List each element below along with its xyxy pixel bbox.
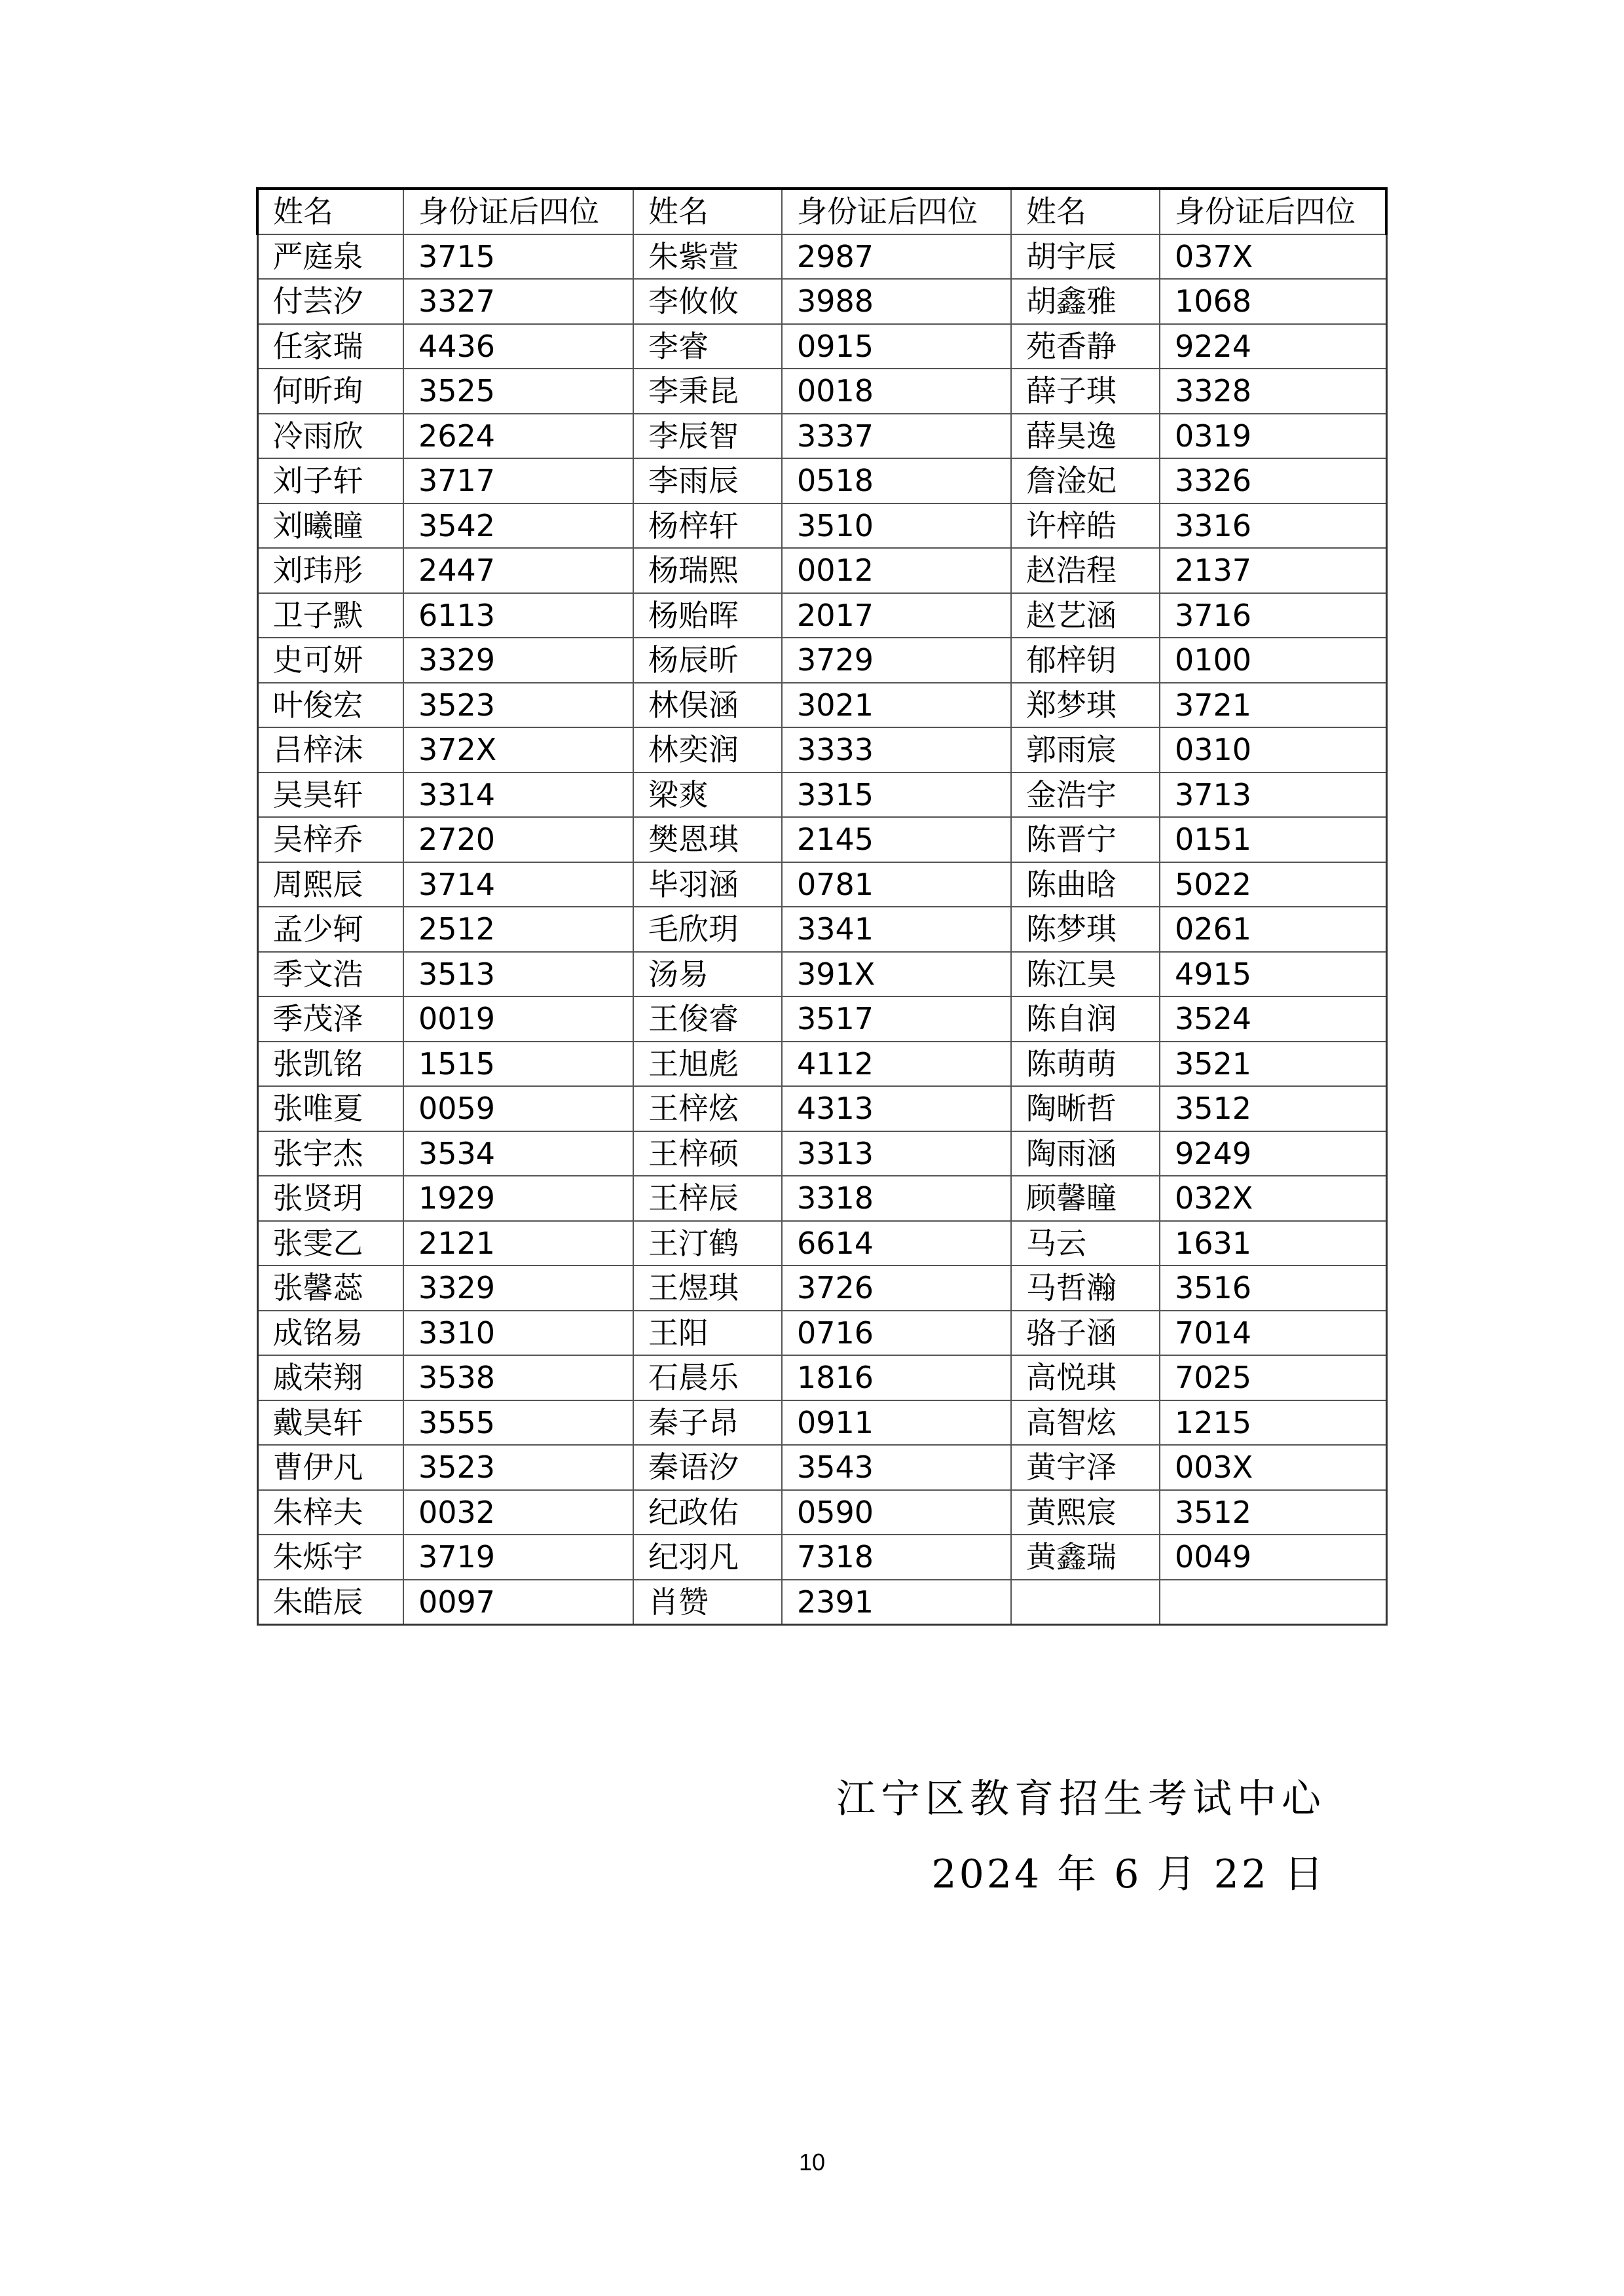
- name-cell: 陈晋宁: [1011, 817, 1160, 862]
- name-cell: 严庭泉: [257, 234, 403, 280]
- table-row: [257, 1535, 1386, 1580]
- id-cell: 0151: [1160, 817, 1386, 862]
- name-cell: 王汀鹤: [633, 1221, 782, 1266]
- id-cell: 3721: [1160, 683, 1386, 728]
- table-row: [257, 996, 1386, 1042]
- name-cell: 梁爽: [633, 773, 782, 818]
- name-cell: 黄熙宸: [1011, 1490, 1160, 1535]
- name-cell: 肖赞: [633, 1580, 782, 1625]
- name-cell: 刘子轩: [257, 458, 403, 503]
- name-cell: 黄鑫瑞: [1011, 1535, 1160, 1580]
- id-cell: 3329: [403, 638, 633, 683]
- header-name-1: 姓名: [257, 189, 403, 234]
- header-id-3: 身份证后四位: [1160, 189, 1386, 234]
- id-cell: 3555: [403, 1400, 633, 1446]
- table-row: [257, 1086, 1386, 1131]
- id-cell: 6113: [403, 593, 633, 638]
- table-row: [257, 727, 1386, 773]
- id-cell: 2391: [782, 1580, 1011, 1625]
- table-row: [257, 952, 1386, 997]
- name-cell: 季茂泽: [257, 996, 403, 1042]
- name-cell: 朱皓辰: [257, 1580, 403, 1625]
- name-cell: 林俣涵: [633, 683, 782, 728]
- id-cell: 3516: [1160, 1266, 1386, 1311]
- id-cell: 0261: [1160, 907, 1386, 952]
- id-cell: 3513: [403, 952, 633, 997]
- name-cell: 高智炫: [1011, 1400, 1160, 1446]
- table-row: [257, 1311, 1386, 1356]
- name-cell: 王阳: [633, 1311, 782, 1356]
- name-cell: 王梓辰: [633, 1176, 782, 1221]
- name-cell: 张雯乙: [257, 1221, 403, 1266]
- id-cell: [1160, 1580, 1386, 1625]
- id-cell: 3512: [1160, 1490, 1386, 1535]
- name-cell: 陈梦琪: [1011, 907, 1160, 952]
- id-cell: 4313: [782, 1086, 1011, 1131]
- name-cell: 陈萌萌: [1011, 1042, 1160, 1087]
- name-cell: 张宇杰: [257, 1131, 403, 1176]
- id-cell: 2624: [403, 414, 633, 459]
- name-cell: 王煜琪: [633, 1266, 782, 1311]
- table-row: [257, 369, 1386, 414]
- header-id-1: 身份证后四位: [403, 189, 633, 234]
- id-cell: 3719: [403, 1535, 633, 1580]
- name-cell: 张凯铭: [257, 1042, 403, 1087]
- name-cell: 季文浩: [257, 952, 403, 997]
- name-cell: 汤易: [633, 952, 782, 997]
- table-row: [257, 1490, 1386, 1535]
- name-cell: 胡鑫雅: [1011, 279, 1160, 324]
- name-cell: 杨贻晖: [633, 593, 782, 638]
- issue-date: 2024 年 6 月 22 日: [931, 1851, 1326, 1897]
- name-cell: 黄宇泽: [1011, 1445, 1160, 1490]
- id-cell: 3713: [1160, 773, 1386, 818]
- name-cell: 樊恩琪: [633, 817, 782, 862]
- id-cell: 0781: [782, 862, 1011, 907]
- table-row: [257, 1176, 1386, 1221]
- id-cell: 0100: [1160, 638, 1386, 683]
- id-cell: 3988: [782, 279, 1011, 324]
- name-cell: 薛子琪: [1011, 369, 1160, 414]
- name-cell: 陈自润: [1011, 996, 1160, 1042]
- name-cell: 李雨辰: [633, 458, 782, 503]
- id-cell: 3543: [782, 1445, 1011, 1490]
- id-cell: 3327: [403, 279, 633, 324]
- name-cell: 林奕润: [633, 727, 782, 773]
- name-cell: 孟少轲: [257, 907, 403, 952]
- name-cell: 李秉昆: [633, 369, 782, 414]
- name-cell: 金浩宇: [1011, 773, 1160, 818]
- name-cell: 刘曦瞳: [257, 503, 403, 549]
- name-cell: 郁梓钥: [1011, 638, 1160, 683]
- name-cell: 任家瑞: [257, 324, 403, 369]
- id-cell: 1515: [403, 1042, 633, 1087]
- id-cell: 3717: [403, 458, 633, 503]
- name-cell: 詹淦妃: [1011, 458, 1160, 503]
- name-cell: 赵艺涵: [1011, 593, 1160, 638]
- id-cell: 3716: [1160, 593, 1386, 638]
- table-row: [257, 1355, 1386, 1400]
- id-cell: 3314: [403, 773, 633, 818]
- name-cell: 史可妍: [257, 638, 403, 683]
- table-row: [257, 1400, 1386, 1446]
- name-cell: 李睿: [633, 324, 782, 369]
- name-cell: 吴梓乔: [257, 817, 403, 862]
- id-cell: 391X: [782, 952, 1011, 997]
- header-name-3: 姓名: [1011, 189, 1160, 234]
- table-row: [257, 638, 1386, 683]
- name-cell: 李辰智: [633, 414, 782, 459]
- table-row: [257, 548, 1386, 593]
- table-row: [257, 414, 1386, 459]
- id-cell: 1929: [403, 1176, 633, 1221]
- header-id-2: 身份证后四位: [782, 189, 1011, 234]
- id-cell: 3521: [1160, 1042, 1386, 1087]
- name-cell: 杨梓轩: [633, 503, 782, 549]
- name-cell: 陈江昊: [1011, 952, 1160, 997]
- name-cell: 张贤玥: [257, 1176, 403, 1221]
- table-row: [257, 1580, 1386, 1625]
- table-row: [257, 1221, 1386, 1266]
- table-row: [257, 862, 1386, 907]
- id-cell: 3021: [782, 683, 1011, 728]
- name-cell: 吴昊轩: [257, 773, 403, 818]
- name-cell: 吕梓沫: [257, 727, 403, 773]
- name-cell: 秦语汐: [633, 1445, 782, 1490]
- table-row: [257, 324, 1386, 369]
- name-cell: 杨瑞熙: [633, 548, 782, 593]
- table-row: [257, 1131, 1386, 1176]
- id-cell: 3310: [403, 1311, 633, 1356]
- id-cell: 0049: [1160, 1535, 1386, 1580]
- name-cell: 毕羽涵: [633, 862, 782, 907]
- name-cell: 王梓硕: [633, 1131, 782, 1176]
- id-cell: 0097: [403, 1580, 633, 1625]
- id-cell: 3318: [782, 1176, 1011, 1221]
- id-cell: 9224: [1160, 324, 1386, 369]
- id-cell: 372X: [403, 727, 633, 773]
- name-cell: 冷雨欣: [257, 414, 403, 459]
- id-cell: 3313: [782, 1131, 1011, 1176]
- id-cell: 0716: [782, 1311, 1011, 1356]
- id-cell: 0590: [782, 1490, 1011, 1535]
- name-cell: 付芸汐: [257, 279, 403, 324]
- name-cell: 苑香静: [1011, 324, 1160, 369]
- id-cell: 7025: [1160, 1355, 1386, 1400]
- name-cell: 马云: [1011, 1221, 1160, 1266]
- header-name-2: 姓名: [633, 189, 782, 234]
- id-cell: 0310: [1160, 727, 1386, 773]
- name-cell: 顾馨瞳: [1011, 1176, 1160, 1221]
- id-cell: 0911: [782, 1400, 1011, 1446]
- table-row: [257, 773, 1386, 818]
- id-cell: 3534: [403, 1131, 633, 1176]
- name-cell: 王梓炫: [633, 1086, 782, 1131]
- id-cell: 9249: [1160, 1131, 1386, 1176]
- table-row: [257, 1042, 1386, 1087]
- table-row: [257, 279, 1386, 324]
- id-cell: 3538: [403, 1355, 633, 1400]
- name-cell: 纪政佑: [633, 1490, 782, 1535]
- id-cell: 5022: [1160, 862, 1386, 907]
- name-cell: 何昕珣: [257, 369, 403, 414]
- id-cell: 1816: [782, 1355, 1011, 1400]
- table-row: [257, 1445, 1386, 1490]
- name-cell: 薛昊逸: [1011, 414, 1160, 459]
- id-cell: 3525: [403, 369, 633, 414]
- name-cell: 郭雨宸: [1011, 727, 1160, 773]
- id-cell: 2447: [403, 548, 633, 593]
- name-cell: [1011, 1580, 1160, 1625]
- id-cell: 0019: [403, 996, 633, 1042]
- name-cell: 骆子涵: [1011, 1311, 1160, 1356]
- table-row: [257, 1266, 1386, 1311]
- id-cell: 4112: [782, 1042, 1011, 1087]
- id-cell: 3512: [1160, 1086, 1386, 1131]
- name-cell: 陶晰哲: [1011, 1086, 1160, 1131]
- name-cell: 卫子默: [257, 593, 403, 638]
- name-cell: 刘玮彤: [257, 548, 403, 593]
- name-cell: 戴昊轩: [257, 1400, 403, 1446]
- name-cell: 纪羽凡: [633, 1535, 782, 1580]
- page-number: 10: [798, 2149, 826, 2176]
- name-cell: 石晨乐: [633, 1355, 782, 1400]
- name-cell: 陶雨涵: [1011, 1131, 1160, 1176]
- id-cell: 1631: [1160, 1221, 1386, 1266]
- id-cell: 003X: [1160, 1445, 1386, 1490]
- id-cell: 0032: [403, 1490, 633, 1535]
- id-cell: 3337: [782, 414, 1011, 459]
- id-cell: 3341: [782, 907, 1011, 952]
- id-cell: 7014: [1160, 1311, 1386, 1356]
- id-cell: 0915: [782, 324, 1011, 369]
- id-cell: 2137: [1160, 548, 1386, 593]
- name-cell: 叶俊宏: [257, 683, 403, 728]
- name-cell: 张唯夏: [257, 1086, 403, 1131]
- id-cell: 1068: [1160, 279, 1386, 324]
- id-cell: 1215: [1160, 1400, 1386, 1446]
- name-cell: 成铭易: [257, 1311, 403, 1356]
- name-cell: 马哲瀚: [1011, 1266, 1160, 1311]
- id-cell: 3510: [782, 503, 1011, 549]
- id-cell: 037X: [1160, 234, 1386, 280]
- name-cell: 王俊睿: [633, 996, 782, 1042]
- id-cell: 6614: [782, 1221, 1011, 1266]
- id-cell: 0012: [782, 548, 1011, 593]
- id-cell: 3729: [782, 638, 1011, 683]
- id-cell: 3715: [403, 234, 633, 280]
- table-row: [257, 234, 1386, 280]
- roster-table: [256, 187, 1388, 1626]
- table-row: [257, 907, 1386, 952]
- id-cell: 2145: [782, 817, 1011, 862]
- name-cell: 郑梦琪: [1011, 683, 1160, 728]
- name-cell: 曹伊凡: [257, 1445, 403, 1490]
- table-row: [257, 593, 1386, 638]
- name-cell: 毛欣玥: [633, 907, 782, 952]
- id-cell: 3333: [782, 727, 1011, 773]
- table-row: [257, 503, 1386, 549]
- name-cell: 朱梓夫: [257, 1490, 403, 1535]
- name-cell: 秦子昂: [633, 1400, 782, 1446]
- id-cell: 3714: [403, 862, 633, 907]
- name-cell: 高悦琪: [1011, 1355, 1160, 1400]
- id-cell: 3315: [782, 773, 1011, 818]
- name-cell: 陈曲晗: [1011, 862, 1160, 907]
- name-cell: 戚荣翔: [257, 1355, 403, 1400]
- name-cell: 李攸攸: [633, 279, 782, 324]
- table-row: [257, 817, 1386, 862]
- id-cell: 3316: [1160, 503, 1386, 549]
- table-header-row: [257, 189, 1386, 234]
- id-cell: 3726: [782, 1266, 1011, 1311]
- name-cell: 杨辰昕: [633, 638, 782, 683]
- name-cell: 许梓皓: [1011, 503, 1160, 549]
- id-cell: 2512: [403, 907, 633, 952]
- id-cell: 0018: [782, 369, 1011, 414]
- id-cell: 032X: [1160, 1176, 1386, 1221]
- id-cell: 3517: [782, 996, 1011, 1042]
- id-cell: 4436: [403, 324, 633, 369]
- name-cell: 周熙辰: [257, 862, 403, 907]
- name-cell: 张馨蕊: [257, 1266, 403, 1311]
- id-cell: 2720: [403, 817, 633, 862]
- id-cell: 0319: [1160, 414, 1386, 459]
- id-cell: 3523: [403, 683, 633, 728]
- id-cell: 3329: [403, 1266, 633, 1311]
- id-cell: 7318: [782, 1535, 1011, 1580]
- table-body: [257, 234, 1386, 1625]
- name-cell: 胡宇辰: [1011, 234, 1160, 280]
- id-cell: 3542: [403, 503, 633, 549]
- table-row: [257, 458, 1386, 503]
- id-cell: 0059: [403, 1086, 633, 1131]
- name-cell: 王旭彪: [633, 1042, 782, 1087]
- id-cell: 0518: [782, 458, 1011, 503]
- id-cell: 3326: [1160, 458, 1386, 503]
- id-cell: 2121: [403, 1221, 633, 1266]
- id-cell: 2017: [782, 593, 1011, 638]
- name-cell: 朱紫萱: [633, 234, 782, 280]
- issuing-organization: 江宁区教育招生考试中心: [836, 1776, 1326, 1822]
- id-cell: 3524: [1160, 996, 1386, 1042]
- table-row: [257, 683, 1386, 728]
- id-cell: 3328: [1160, 369, 1386, 414]
- name-cell: 赵浩程: [1011, 548, 1160, 593]
- id-cell: 2987: [782, 234, 1011, 280]
- name-cell: 朱烁宇: [257, 1535, 403, 1580]
- id-cell: 4915: [1160, 952, 1386, 997]
- id-cell: 3523: [403, 1445, 633, 1490]
